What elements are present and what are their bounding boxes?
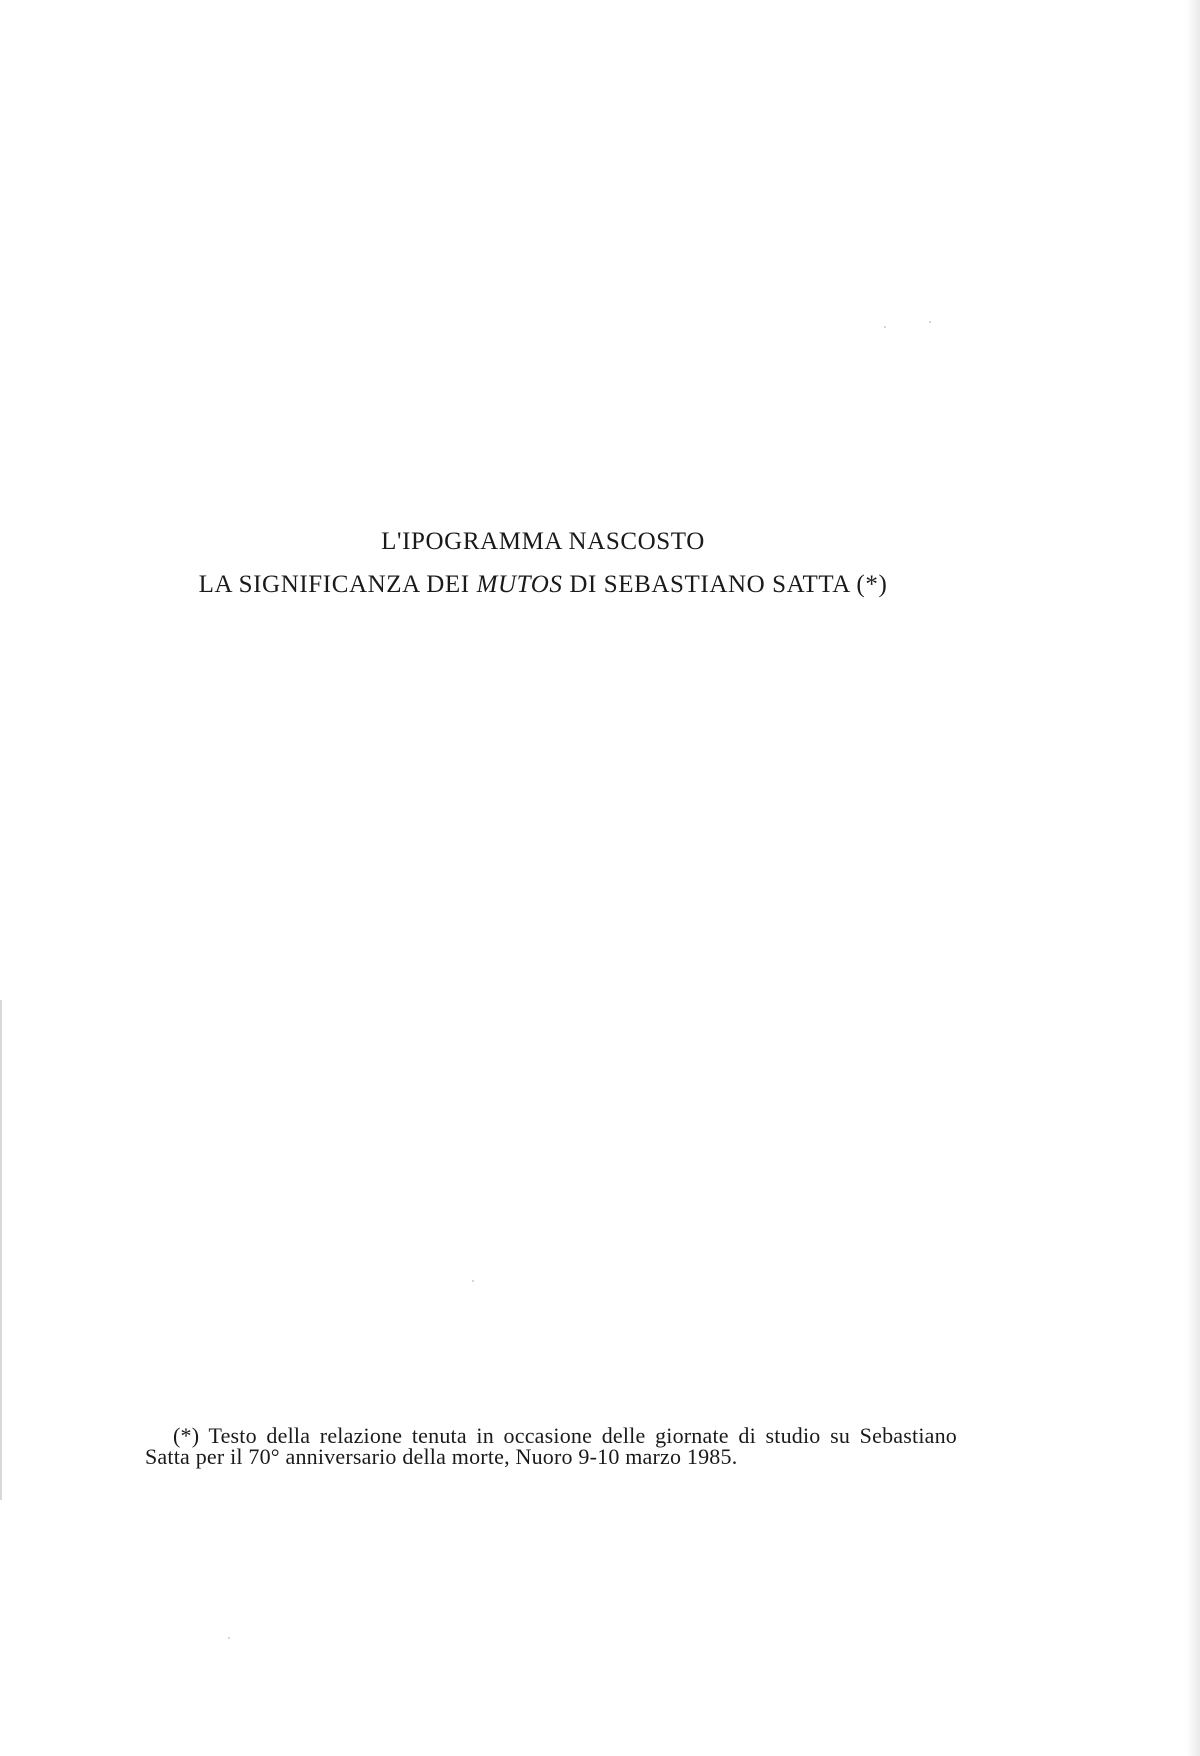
footnote-text: (*) Testo della relazione tenuta in occasione delle giornate di studio su Sebastiano Satta per il 70° anniversario della morte, Nuoro 9-10 marzo 1985. — [145, 1423, 957, 1469]
scan-right-edge — [1186, 0, 1200, 1756]
article-title — [128, 520, 958, 606]
scan-speck — [228, 1637, 230, 1639]
scan-left-edge — [0, 1000, 2, 1500]
title-italic-word: MUTOS — [476, 571, 563, 598]
title-line-2-start: LA SIGNIFICANZA DEI — [198, 571, 477, 598]
title-line-2 — [128, 563, 958, 606]
title-line-1: L'IPOGRAMMA NASCOSTO — [381, 528, 705, 555]
scan-speck — [472, 1280, 474, 1282]
scan-speck — [929, 321, 931, 323]
footnote — [145, 1425, 957, 1467]
scan-speck — [884, 326, 886, 328]
title-line-2-end: DI SEBASTIANO SATTA (*) — [562, 571, 888, 598]
